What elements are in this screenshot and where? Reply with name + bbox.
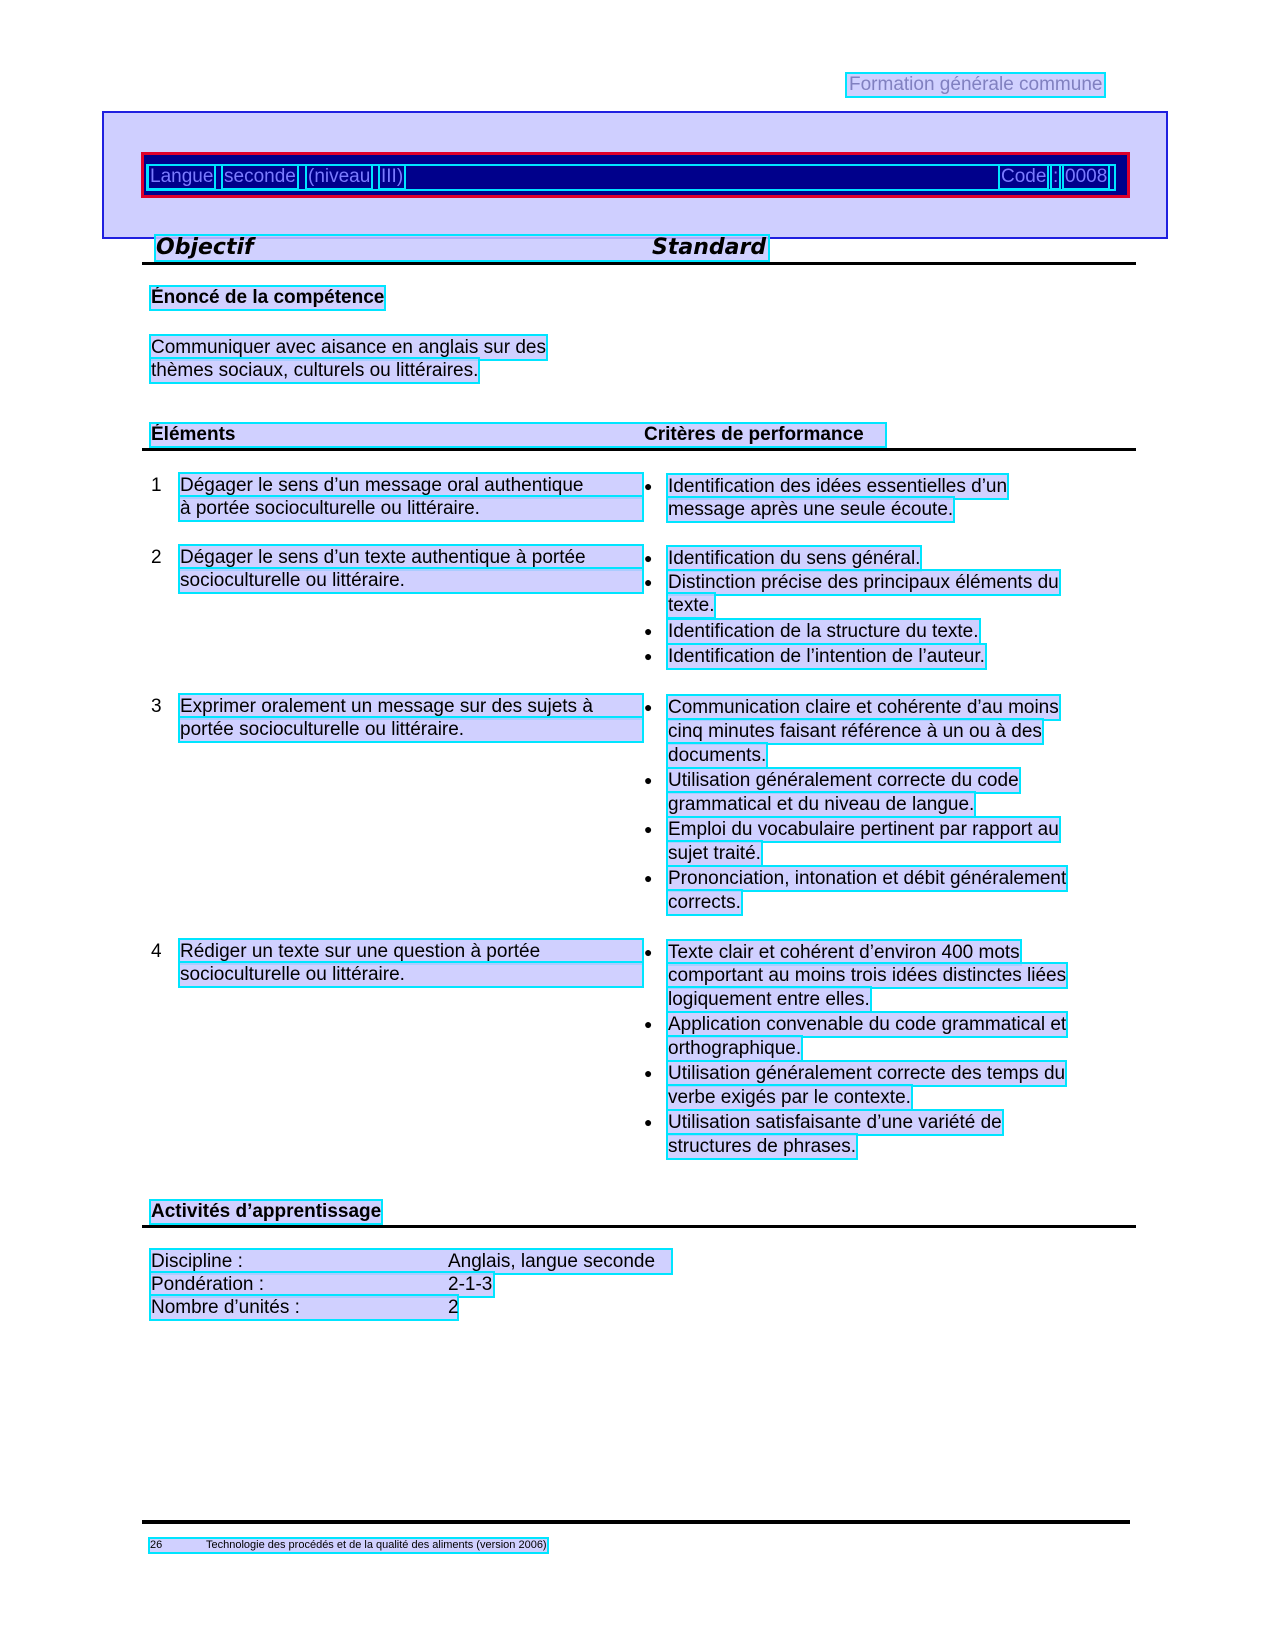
columns-heading-strip — [156, 236, 768, 260]
criterion-line: Identification des idées essentielles d’un — [668, 476, 1008, 497]
criteria-heading: Critères de performance — [644, 424, 864, 445]
activity-row — [151, 1250, 671, 1273]
criterion-line: Utilisation satisfaisante d’une variété de — [668, 1112, 1002, 1133]
criterion-line: grammatical et du niveau de langue. — [668, 794, 975, 815]
section-label: Formation générale commune — [849, 74, 1103, 95]
activities-heading: Activités d’apprentissage — [151, 1201, 382, 1222]
element-line: socioculturelle ou littéraire. — [180, 569, 642, 592]
criterion-line: Application convenable du code grammatical et — [668, 1014, 1067, 1035]
criterion-line: verbe exigés par le contexte. — [668, 1087, 911, 1108]
bullet-icon: ● — [644, 550, 653, 566]
criterion-line: cinq minutes faisant référence à un ou à des — [668, 721, 1042, 742]
course-title-word: (niveau — [308, 166, 371, 187]
bullet-icon: ● — [644, 648, 653, 664]
bullet-icon: ● — [644, 821, 653, 837]
bullet-icon: ● — [644, 478, 653, 494]
standard-heading: Standard — [652, 235, 767, 260]
course-title-word: III) — [381, 166, 404, 187]
criterion-line: Communication claire et cohérente d’au moins — [668, 697, 1059, 718]
page-number: 26 — [150, 1539, 163, 1551]
course-title-word: seconde — [224, 166, 296, 187]
activity-value: Anglais, langue seconde — [448, 1251, 656, 1272]
criterion-line: Texte clair et cohérent d’environ 400 mots — [668, 942, 1020, 963]
competence-heading: Énoncé de la compétence — [151, 287, 385, 308]
criterion-line: Prononciation, intonation et débit généralement — [668, 868, 1067, 889]
element-number: 1 — [151, 475, 162, 496]
activity-label: Pondération : — [151, 1274, 265, 1295]
criterion-line: sujet traité. — [668, 843, 761, 864]
table-heading-strip — [151, 424, 885, 446]
course-title-word: Langue — [150, 166, 214, 187]
criterion-line: Utilisation généralement correcte du code — [668, 770, 1019, 791]
footer-divider — [142, 1520, 1130, 1524]
element-number: 2 — [151, 547, 162, 568]
criterion-line: message après une seule écoute. — [668, 499, 954, 520]
criterion-line: Identification du sens général. — [668, 548, 921, 569]
elements-heading: Éléments — [151, 424, 236, 445]
element-line: portée socioculturelle ou littéraire. — [180, 718, 642, 741]
activity-label: Nombre d’unités : — [151, 1297, 300, 1318]
criterion-line: structures de phrases. — [668, 1136, 856, 1157]
bullet-icon: ● — [644, 699, 653, 715]
criterion-line: Utilisation généralement correcte des temps du — [668, 1063, 1066, 1084]
competence-line: Communiquer avec aisance en anglais sur des — [151, 337, 546, 358]
course-code-word: 0008 — [1065, 166, 1108, 187]
criterion-line: logiquement entre elles. — [668, 989, 870, 1010]
bullet-icon: ● — [644, 1016, 653, 1032]
element-line: à portée socioculturelle ou littéraire. — [180, 497, 642, 520]
criterion-line: comportant au moins trois idées distinctes liées — [668, 965, 1067, 986]
bullet-icon: ● — [644, 1065, 653, 1081]
criterion-line: documents. — [668, 745, 767, 766]
element-line: socioculturelle ou littéraire. — [180, 963, 642, 986]
activity-row — [151, 1296, 457, 1319]
element-line: Exprimer oralement un message sur des sujets à — [180, 695, 642, 718]
divider — [142, 448, 1136, 451]
bullet-icon: ● — [644, 772, 653, 788]
criterion-line: orthographique. — [668, 1038, 802, 1059]
course-code-word: : — [1053, 166, 1059, 187]
element-line: Dégager le sens d’un texte authentique à portée — [180, 546, 642, 569]
bullet-icon: ● — [644, 623, 653, 639]
bullet-icon: ● — [644, 1114, 653, 1130]
footer-text: Technologie des procédés et de la qualité des aliments (version 2006) — [206, 1539, 547, 1551]
divider — [142, 262, 1136, 265]
competence-line: thèmes sociaux, culturels ou littéraires. — [151, 360, 479, 381]
criterion-line: texte. — [668, 595, 715, 616]
footer — [150, 1539, 547, 1552]
criterion-line: corrects. — [668, 892, 741, 913]
activity-value: 2-1-3 — [448, 1274, 493, 1295]
criterion-line: Identification de la structure du texte. — [668, 621, 979, 642]
criterion-line: Emploi du vocabulaire pertinent par rapport au — [668, 819, 1059, 840]
bullet-icon: ● — [644, 944, 653, 960]
criterion-line: Distinction précise des principaux éléments du — [668, 572, 1059, 593]
bullet-icon: ● — [644, 870, 653, 886]
element-line: Rédiger un texte sur une question à portée — [180, 940, 642, 963]
criterion-line: Identification de l’intention de l’auteur. — [668, 646, 985, 667]
activity-label: Discipline : — [151, 1251, 243, 1272]
activity-row — [151, 1273, 493, 1296]
course-code-word: Code — [1001, 166, 1047, 187]
activity-value: 2 — [448, 1297, 459, 1318]
objective-heading: Objectif — [156, 235, 254, 260]
element-line: Dégager le sens d’un message oral authentique — [180, 474, 642, 497]
bullet-icon: ● — [644, 574, 653, 590]
element-number: 3 — [151, 696, 162, 717]
element-number: 4 — [151, 941, 162, 962]
divider — [142, 1225, 1136, 1228]
